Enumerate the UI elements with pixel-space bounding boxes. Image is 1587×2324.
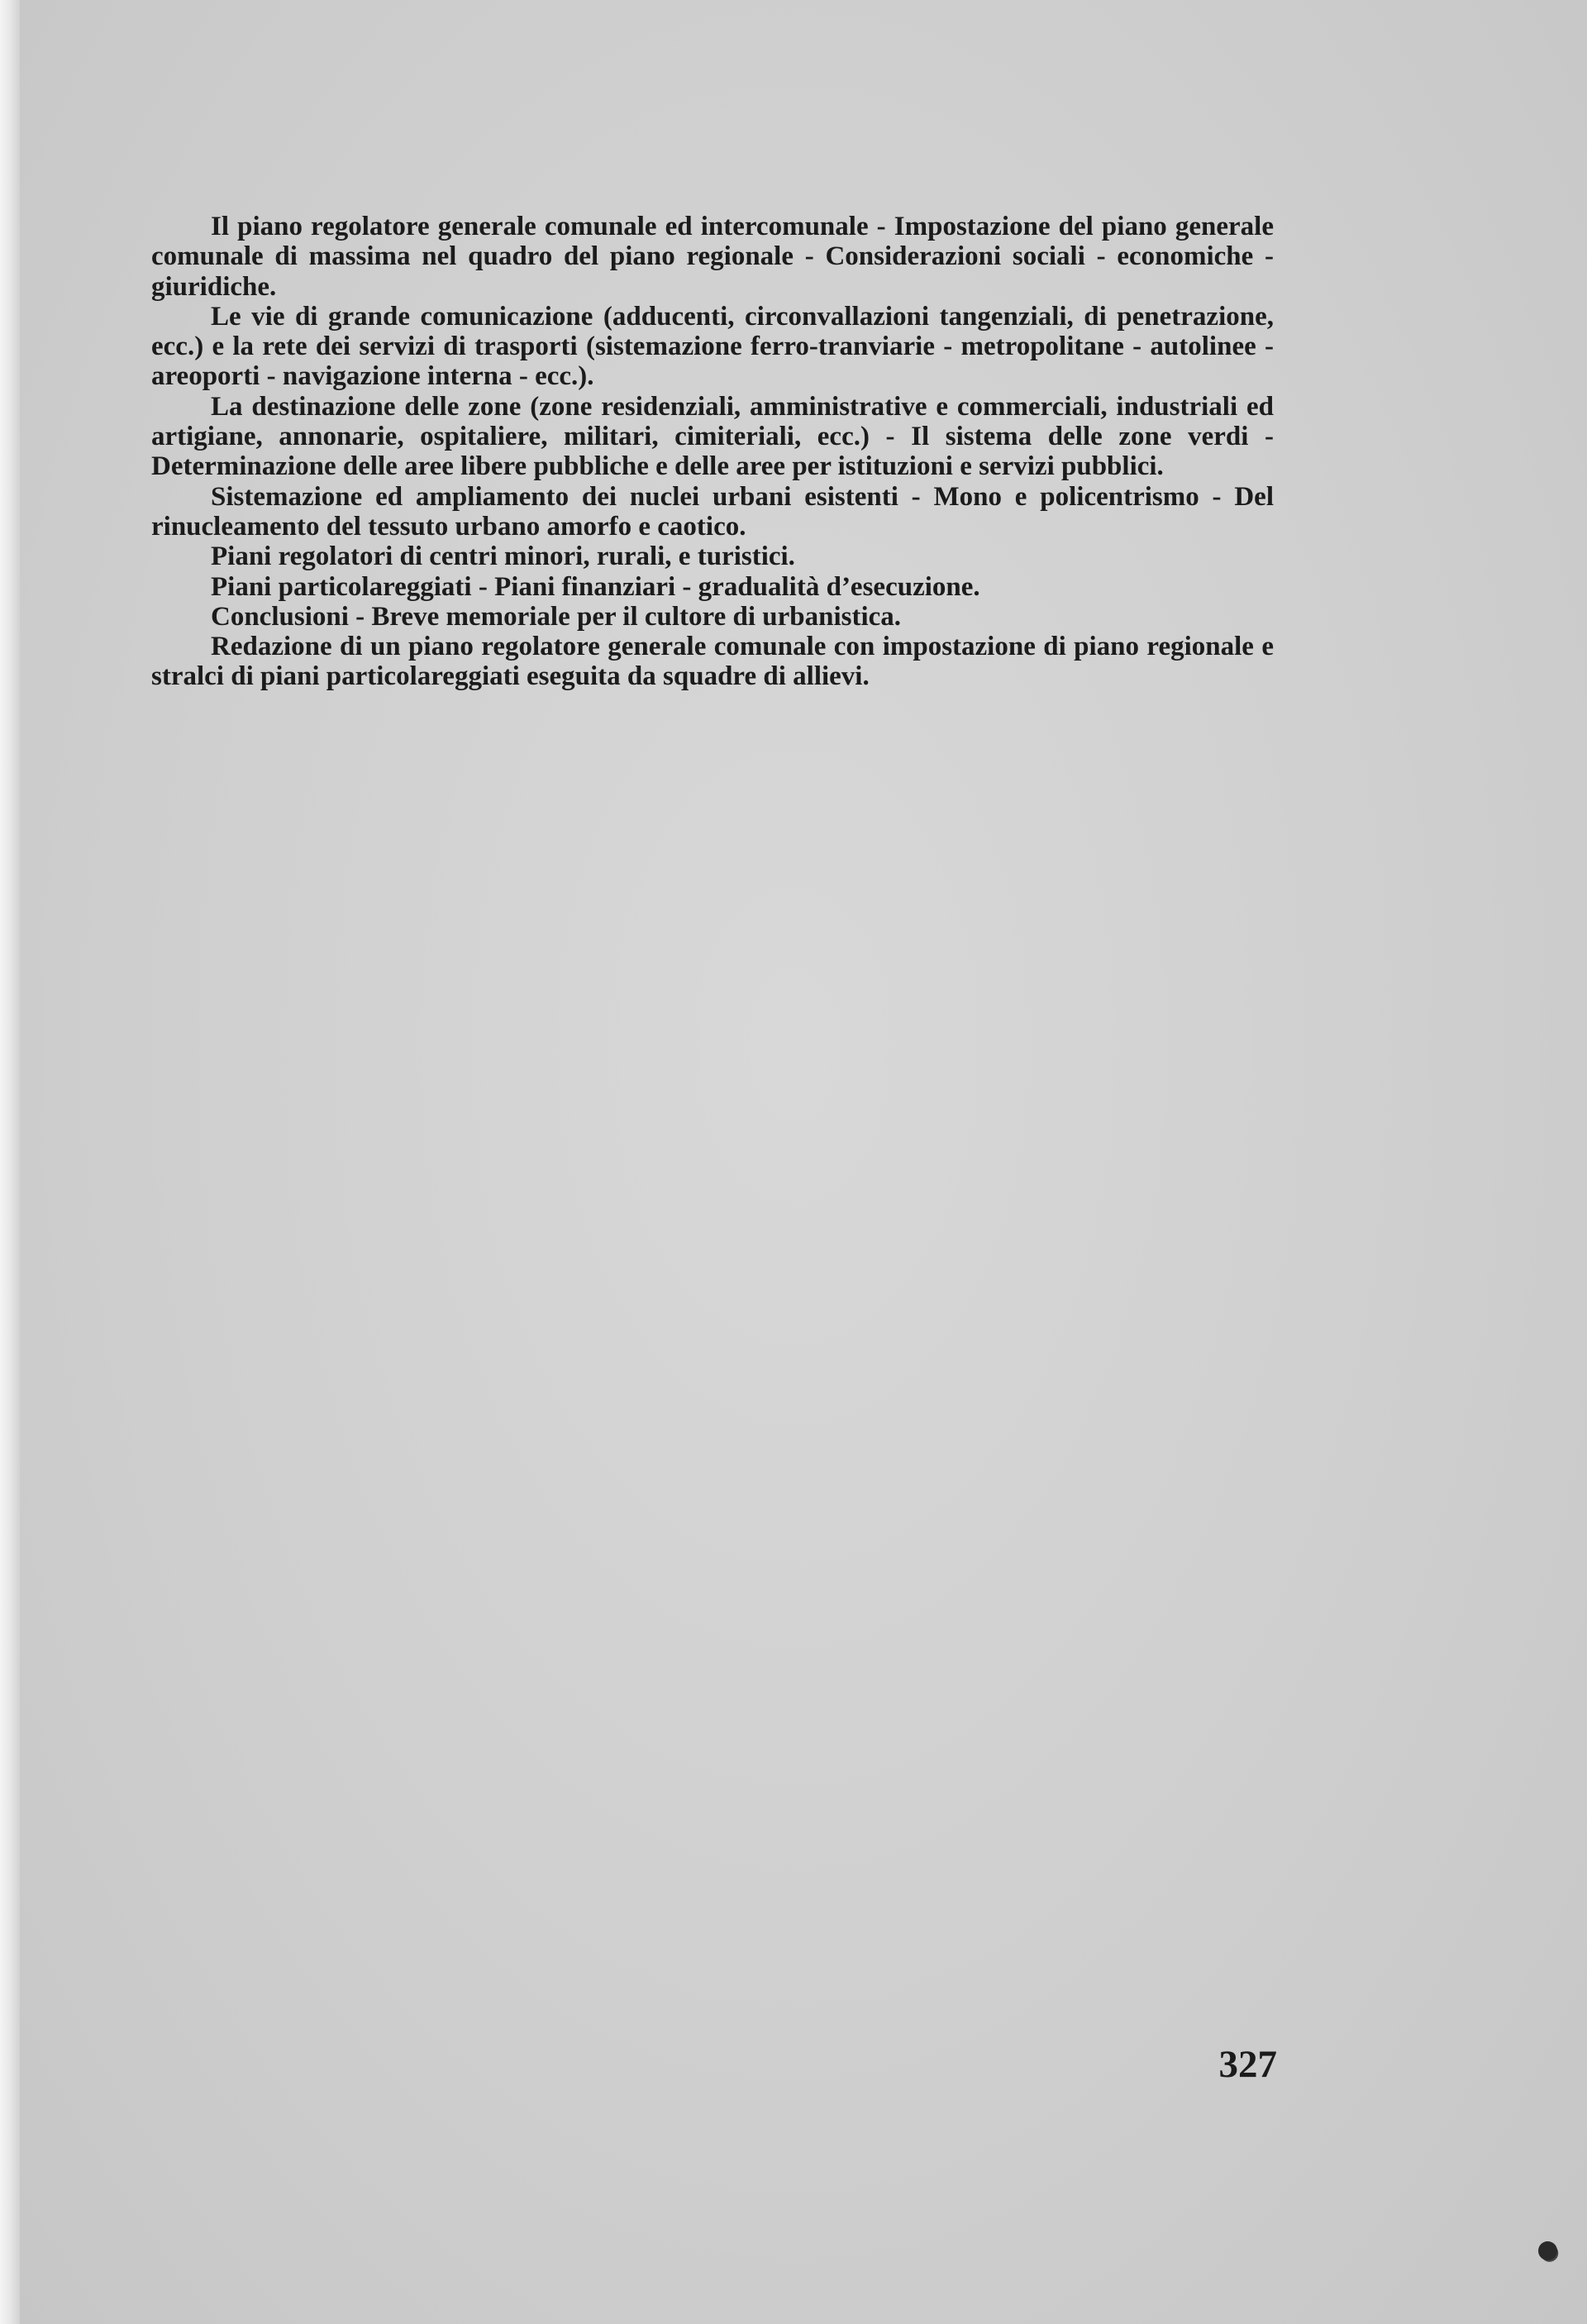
paragraph-7: Conclusioni - Breve memoriale per il cultore di urbanistica.	[211, 601, 902, 632]
paragraph-4: Sistemazione ed ampliamento dei nuclei urbani esistenti - Mono e policentrismo - Del rinucleamento del tessuto urbano amorfo e caotico.	[151, 481, 1274, 542]
paragraph-2: Le vie di grande comunicazione (adducenti, circonvallazioni tangenziali, di penetrazione, ecc.) e la rete dei servizi di trasporti (sistemazione ferro-tranviarie - metropolitane - autolinee - areoporti - navigazione interna - ecc.).	[151, 301, 1274, 392]
body-text	[151, 212, 1274, 692]
paragraph-5: Piani regolatori di centri minori, rurali, e turistici.	[211, 542, 795, 572]
ink-spot-mark	[1536, 2239, 1560, 2263]
paragraph-6: Piani particolareggiati - Piani finanziari - gradualità d’esecuzione.	[211, 571, 980, 602]
paragraph-3: La destinazione delle zone (zone residenziali, amministrative e commerciali, industriali ed artigiane, annonarie, ospitaliere, militari, cimiteriali, ecc.) - Il sistema delle zone verdi - Determinazione delle aree libere pubbliche e delle aree per istituzioni e servizi pubblici.	[151, 391, 1274, 482]
paragraph-1: Il piano regolatore generale comunale ed intercomunale - Impostazione del piano generale comunale di massima nel quadro del piano regionale - Considerazioni sociali - economiche - giuridiche.	[151, 212, 1274, 302]
paragraph-8: Redazione di un piano regolatore generale comunale con impostazione di piano regionale e stralci di piani particolareggiati eseguita da squadre di allievi.	[151, 632, 1274, 692]
page-left-edge	[0, 0, 20, 2324]
page-number: 327	[1218, 2043, 1277, 2086]
